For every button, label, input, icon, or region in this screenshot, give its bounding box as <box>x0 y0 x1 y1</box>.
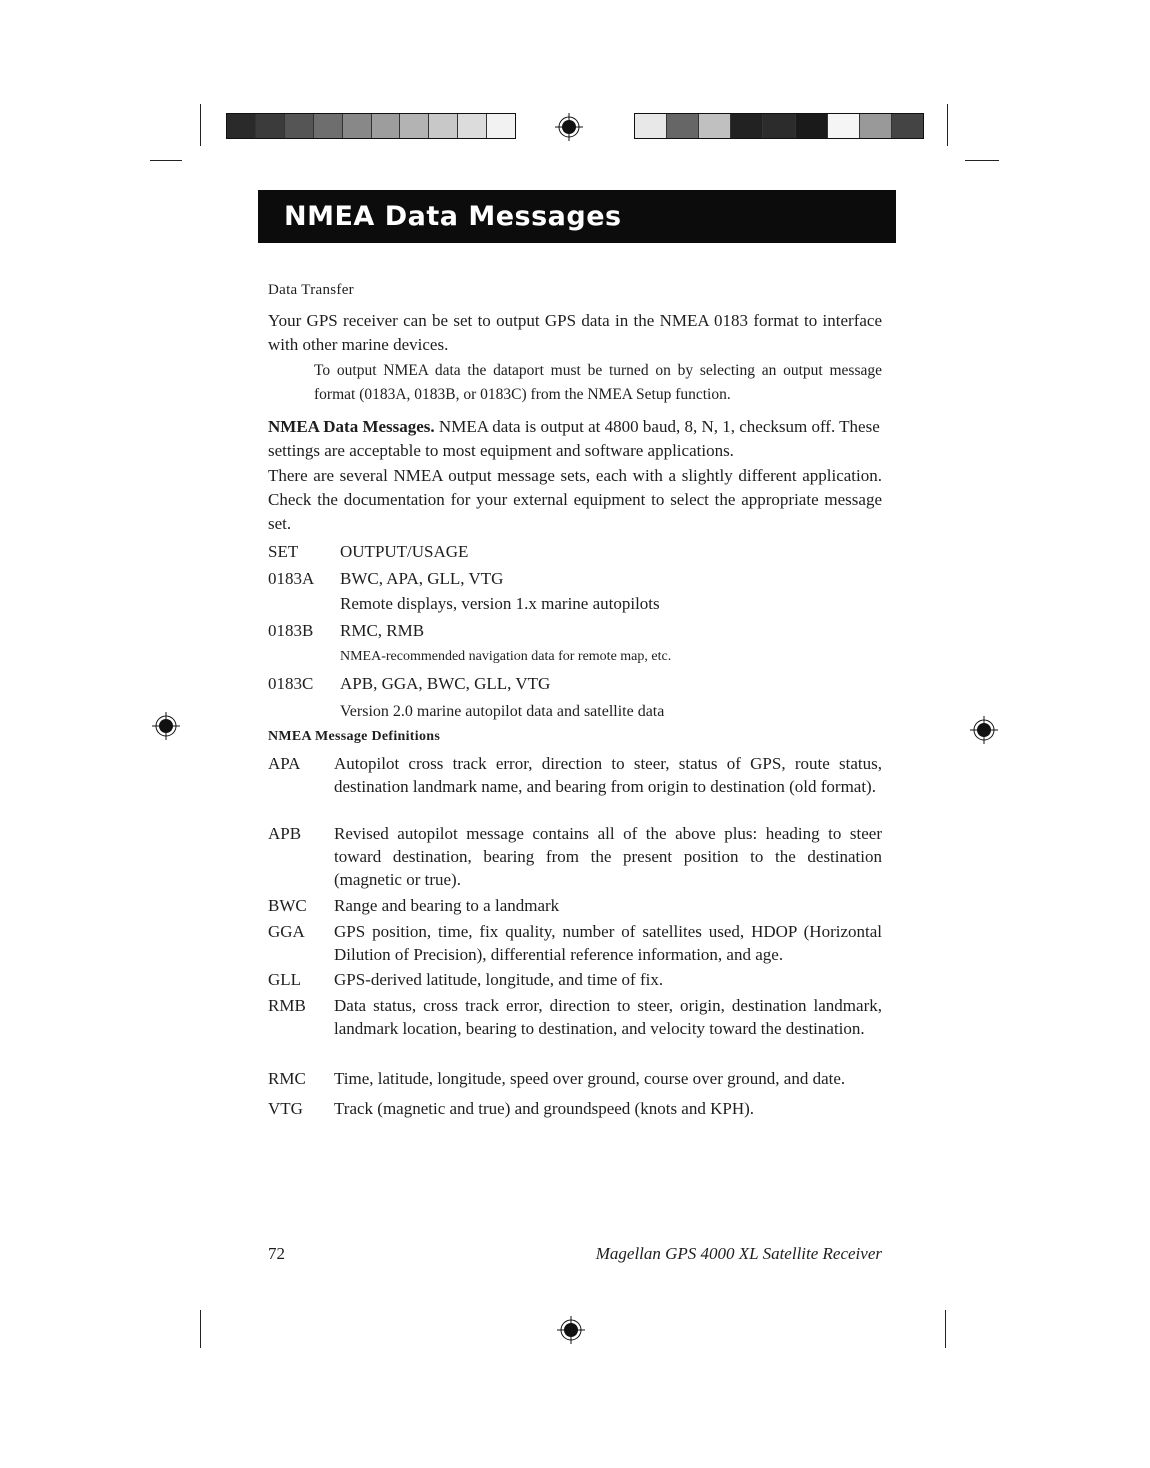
footer-book-title: Magellan GPS 4000 XL Satellite Receiver <box>595 1244 882 1263</box>
calibration-bar-right <box>634 113 924 139</box>
crop-mark-top-right-h <box>965 160 999 161</box>
set-usage: Remote displays, version 1.x marine autopilots <box>340 594 660 613</box>
crop-mark-bottom-left <box>200 1310 201 1348</box>
definition-text: Range and bearing to a landmark <box>334 896 560 915</box>
definition-key: GGA <box>268 922 305 941</box>
definition-key: RMC <box>268 1069 306 1088</box>
definition-key: BWC <box>268 896 307 915</box>
set-usage: Version 2.0 marine autopilot data and satellite data <box>340 703 665 720</box>
crop-mark-top-left <box>200 104 201 146</box>
definition-text: Track (magnetic and true) and groundspeed (knots and KPH). <box>334 1099 755 1118</box>
nmea-messages-paragraph <box>268 415 882 463</box>
crop-mark-bottom-right <box>945 1310 946 1348</box>
data-transfer-paragraph: Your GPS receiver can be set to output GPS data in the NMEA 0183 format to interface with other marine devices. <box>268 311 882 354</box>
nmea-messages-lead: NMEA Data Messages. <box>268 417 435 436</box>
definition-text: Time, latitude, longitude, speed over ground, course over ground, and date. <box>334 1069 846 1088</box>
set-usage: NMEA-recommended navigation data for remote map, etc. <box>340 649 672 664</box>
registration-crosshair-icon <box>970 716 998 744</box>
definition-text: Revised autopilot message contains all of the above plus: heading to steer toward destination, bearing from the present position to the destination (magnetic or true). <box>334 824 882 889</box>
crop-mark-top-left-h <box>150 160 182 161</box>
registration-crosshair-icon <box>557 1316 585 1344</box>
definition-text: GPS position, time, fix quality, number of satellites used, HDOP (Horizontal Dilution of Precision), differential reference information, and age. <box>334 922 882 964</box>
data-transfer-note: To output NMEA data the dataport must be turned on by selecting an output message format (0183A, 0183B, or 0183C) from the NMEA Setup function. <box>314 362 882 403</box>
crop-mark-top-right <box>947 104 948 146</box>
sets-header-set: SET <box>268 542 299 561</box>
registration-crosshair-icon <box>555 113 583 141</box>
set-name: 0183B <box>268 621 314 640</box>
set-messages: APB, GGA, BWC, GLL, VTG <box>340 674 551 693</box>
definition-key: APA <box>268 754 301 773</box>
definition-text: GPS-derived latitude, longitude, and time of fix. <box>334 970 664 989</box>
set-messages: RMC, RMB <box>340 621 425 640</box>
nmea-messages-body: NMEA data is output at 4800 baud, 8, N, 1, checksum off. These settings are acceptable to most equipment and software applications. <box>268 417 880 460</box>
definition-key: APB <box>268 824 302 843</box>
registration-crosshair-icon <box>152 712 180 740</box>
definition-text: Autopilot cross track error, direction to steer, status of GPS, route status, destination landmark name, and bearing from origin to destination (old format). <box>334 754 882 796</box>
page-number: 72 <box>268 1244 285 1263</box>
nmea-sets-paragraph: There are several NMEA output message sets, each with a slightly different application. Check the documentation for your external equipment to select the appropriate message set. <box>268 466 882 533</box>
definition-key: VTG <box>268 1099 303 1118</box>
section-heading-definitions: NMEA Message Definitions <box>268 729 441 744</box>
page-title: NMEA Data Messages <box>258 190 896 243</box>
sets-header-usage: OUTPUT/USAGE <box>340 542 469 561</box>
set-name: 0183A <box>268 569 315 588</box>
definition-text: Data status, cross track error, direction to steer, origin, destination landmark, landmark location, bearing to destination, and velocity toward the destination. <box>334 996 882 1038</box>
section-heading-data-transfer: Data Transfer <box>268 282 354 298</box>
definition-key: RMB <box>268 996 306 1015</box>
set-messages: BWC, APA, GLL, VTG <box>340 569 504 588</box>
definition-key: GLL <box>268 970 302 989</box>
set-name: 0183C <box>268 674 314 693</box>
calibration-bar-left <box>226 113 516 139</box>
